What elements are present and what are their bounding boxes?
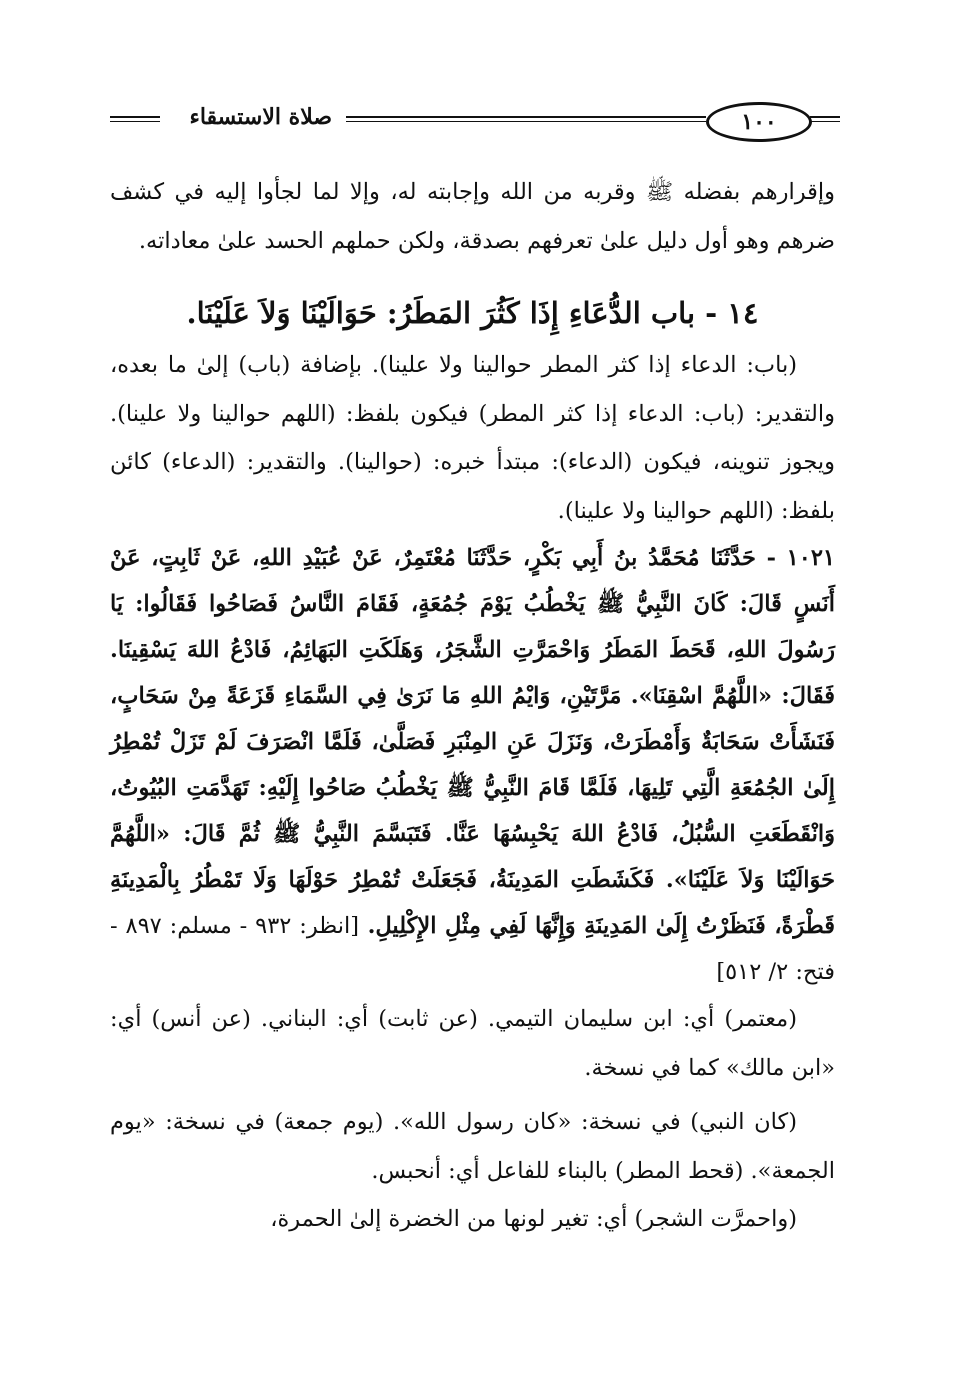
page-header [110, 96, 840, 142]
header-rule-left-top [110, 116, 160, 118]
commentary-variants: (كان النبي) في نسخة: «كان رسول الله». (يوم جمعة) في نسخة: «يوم الجمعة». (قحط المطر) بالبناء للفاعل أي: أنحبس. [110, 1109, 835, 1184]
header-rule-middle-top [346, 116, 706, 118]
intro-paragraph: وإقرارهم بفضله ﷺ وقربه من الله وإجابته له، وإلا لما لجأوا إليه في كشف ضرهم وهو أول دليل علىٰ تعرفهم بصدقة، ولكن حملهم الحسد علىٰ معاداته. [110, 179, 835, 254]
header-rule-right-bottom [810, 121, 840, 122]
commentary-narrators: (معتمر) أي: ابن سليمان التيمي. (عن ثابت) أي: البناني. (عن أنس) أي: «ابن مالك» كما في نسخة. [110, 1006, 835, 1081]
hadith-body: ١٠٢١ - حَدَّثَنَا مُحَمَّدُ بنُ أَبِي بَكْرٍ، حَدَّثَنَا مُعْتَمِرٌ، عَنْ عُبَيْدِ اللهِ، عَنْ ثَابِتٍ، عَنْ أَنَسٍ قَالَ: كَانَ النَّبِيُّ ﷺ يَخْطُبُ يَوْمَ جُمُعَةٍ، فَقَامَ النَّاسُ فَصَاحُوا فَقَالُوا: يَا رَسُولَ اللهِ، قَحَطَ المَطَرُ وَاحْمَرَّتِ الشَّجَرُ، وَهَلَكَتِ البَهَائِمُ، فَادْعُ اللهَ يَسْقِينَا. فَقَالَ: «اللَّهُمَّ اسْقِنَا». مَرَّتَيْنِ، وَايْمُ اللهِ مَا نَرَىٰ فِي السَّمَاءِ قَزَعَةً مِنْ سَحَابٍ، فَنَشَأَتْ سَحَابَةٌ وَأَمْطَرَتْ، وَنَزَلَ عَنِ المِنْبَرِ فَصَلَّىٰ، فَلَمَّا انْصَرَفَ لَمْ تَزَلْ تُمْطِرُ إِلَىٰ الجُمُعَةِ الَّتِي تَلِيهَا، فَلَمَّا قَامَ النَّبِيُّ ﷺ يَخْطُبُ صَاحُوا إِلَيْهِ: تَهَدَّمَتِ البُيُوتُ، وَانْقَطَعَتِ السُّبُلُ، فَادْعُ اللهَ يَحْبِسُهَا عَنَّا. فَتَبَسَّمَ النَّبِيُّ ﷺ ثُمَّ قَالَ: «اللَّهُمَّ حَوَالَيْنَا وَلاَ عَلَيْنَا». فَكَشَطَتِ المَدِينَةُ، فَجَعَلَتْ تُمْطِرُ حَوْلَهَا وَلَا تَمْطُرُ بِالْمَدِينَةِ قَطْرَةً، فَنَظَرْتُ إِلَىٰ المَدِينَةِ وَإِنَّهَا لَفِي مِثْلِ الإِكْلِيلِ. [110, 545, 835, 939]
page-number: ١٠٠ [706, 102, 812, 142]
header-rule-right-top [810, 116, 840, 118]
commentary-chapter: (باب: الدعاء إذا كثر المطر حوالينا ولا علينا). بإضافة (باب) إلىٰ ما بعده، والتقدير: (باب: الدعاء إذا كثر المطر) فيكون بلفظ: (اللهم حوالينا ولا علينا). ويجوز تنوينه، فيكون (الدعاء): مبتدأ خبره: (حوالينا). والتقدير: (الدعاء) كائن بلفظ: (اللهم حوالينا ولا علينا). [110, 352, 835, 524]
chapter-title: ١٤ - باب الدُّعَاءِ إِذَا كَثُرَ المَطَرُ: حَوَالَيْنَا وَلاَ عَلَيْنَا. [186, 296, 759, 330]
page-content [110, 168, 835, 1244]
header-rule-left-bottom [110, 121, 160, 122]
hadith-reference: [انظر: ٩٣٢ - مسلم: ٨٩٧ - فتح: ٢/ ٥١٢] [110, 913, 835, 985]
commentary-trees: (واحمرَّت الشجر) أي: تغير لونها من الخضرة إلىٰ الحمرة، [270, 1206, 797, 1232]
header-rule-middle-bottom [346, 121, 706, 122]
hadith-text [110, 535, 835, 995]
running-title: صلاة الاستسقاء [181, 104, 340, 130]
